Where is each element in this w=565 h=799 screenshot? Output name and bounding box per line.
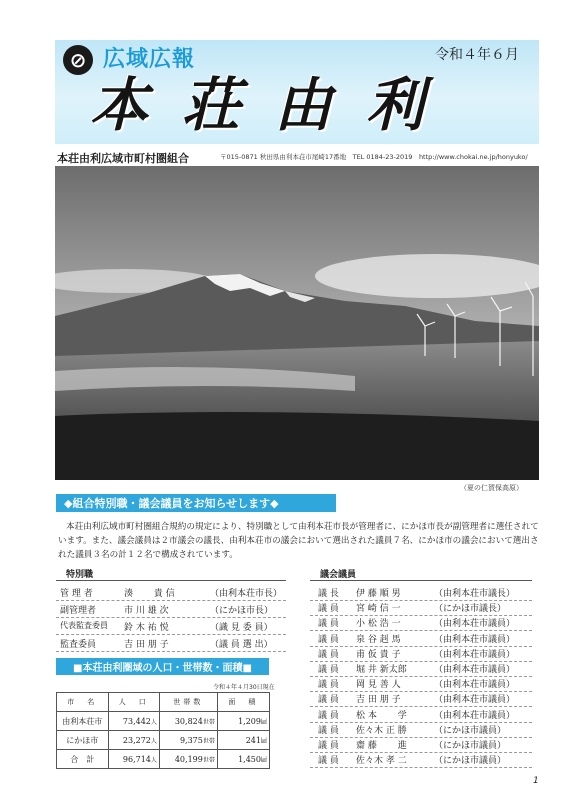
- table-row: [57, 712, 270, 731]
- official-row: [60, 620, 290, 634]
- official-note: （議 員 選 出）: [210, 640, 273, 650]
- council-note: （由利本荘市議員）: [434, 649, 516, 660]
- council-note: （由利本荘市議員）: [434, 665, 516, 675]
- notice-banner: ◆組合特別職・議会議員をお知らせします◆: [56, 494, 336, 512]
- city-cell: 合 計: [57, 750, 109, 769]
- council-role: 議 員: [318, 649, 339, 660]
- council-note: （にかほ市議員）: [434, 756, 507, 767]
- official-note: （由利本荘市長）: [210, 589, 283, 599]
- council-role: 議 員: [318, 604, 339, 615]
- official-row: [60, 603, 290, 617]
- official-name: 鈴 木 祐 悦: [124, 623, 169, 633]
- newsletter-title: 本荘由利: [90, 71, 459, 139]
- city-cell: にかほ市: [57, 731, 109, 750]
- council-role: 議 員: [318, 634, 339, 645]
- area-cell: 1,209㎢: [217, 712, 269, 731]
- row-divider: [310, 767, 532, 768]
- council-role: 議 員: [318, 710, 339, 721]
- population-cell: 73,442人: [108, 712, 159, 731]
- issue-date: 令和４年６月: [435, 47, 519, 63]
- row-divider: [56, 634, 286, 635]
- council-name: 泉 谷 赳 馬: [356, 634, 401, 645]
- council-heading: 議会議員: [320, 570, 357, 580]
- column-header: 人 口: [108, 693, 159, 712]
- row-divider: [56, 651, 286, 652]
- council-name: 岡 見 善 人: [356, 680, 401, 691]
- population-as-of: 令和４年４月30日現在: [213, 684, 275, 691]
- official-note: （識 見 委 員）: [210, 623, 273, 633]
- official-role: 代表監査委員: [60, 621, 108, 630]
- council-row: [318, 632, 540, 646]
- households-cell: 40,199世帯: [159, 750, 217, 769]
- official-name: 吉 田 朋 子: [124, 640, 169, 650]
- row-divider: [56, 617, 286, 618]
- council-row: [318, 586, 540, 600]
- council-row: [318, 662, 540, 676]
- council-name: 松 本 学: [356, 710, 407, 721]
- officials-heading: 特別職: [66, 570, 94, 580]
- council-row: [318, 738, 540, 752]
- officials-divider: [56, 580, 286, 581]
- photo-caption: （夏の仁賀保高原）: [460, 484, 523, 492]
- council-note: （由利本荘市議長）: [434, 589, 516, 599]
- council-role: 議 長: [318, 589, 339, 599]
- council-row: [318, 601, 540, 615]
- council-row: [318, 647, 540, 661]
- council-name: 齋 藤 進: [356, 741, 407, 751]
- council-note: （由利本荘市議員）: [434, 695, 516, 706]
- council-name: 堀 井 新太郎: [356, 665, 407, 675]
- council-role: 議 員: [318, 695, 339, 706]
- council-row: [318, 708, 540, 722]
- city-cell: 由利本荘市: [57, 712, 109, 731]
- households-cell: 9,375世帯: [159, 731, 217, 750]
- council-divider: [310, 580, 532, 581]
- notice-body: 本荘由利広域市町村圏組合規約の規定により、特別職として由利本荘市長が管理者に、にかほ市長が副管理者に選任されています。また、議会議員は２市議会の議長、由利本荘市の議会において選出された議員７名、にかほ市の議会において選出された議員３名の計１２名で構成されています。: [58, 522, 539, 560]
- population-cell: 96,714人: [108, 750, 159, 769]
- official-note: （にかほ市長）: [210, 606, 274, 616]
- organization-address: 〒015-0871 秋田県由利本荘市尾崎17番地 TEL 0184-23-2019 http://www.chokai.ne.jp/honyuko/: [220, 153, 528, 161]
- population-cell: 23,272人: [108, 731, 159, 750]
- area-cell: 1,450㎢: [217, 750, 269, 769]
- official-name: 市 川 雄 次: [124, 606, 169, 616]
- official-row: [60, 637, 290, 651]
- council-name: 小 松 浩 一: [356, 619, 401, 630]
- council-role: 議 員: [318, 680, 339, 691]
- council-note: （由利本荘市議員）: [434, 680, 516, 691]
- official-role: 副管理者: [60, 606, 97, 616]
- council-role: 議 員: [318, 725, 339, 736]
- council-note: （にかほ市議員）: [434, 741, 507, 751]
- page-number: 1: [533, 776, 539, 786]
- area-cell: 241㎢: [217, 731, 269, 750]
- column-header: 面 積: [217, 693, 269, 712]
- council-name: 吉 田 朋 子: [356, 695, 401, 706]
- table-header-row: [57, 693, 270, 712]
- mountain-landscape-illustration: [55, 166, 539, 480]
- column-header: 世帯数: [159, 693, 217, 712]
- council-note: （由利本荘市議員）: [434, 619, 516, 630]
- table-row: [57, 731, 270, 750]
- logo-icon: ⊘: [63, 45, 93, 75]
- landscape-photo: [55, 166, 539, 480]
- official-row: [60, 586, 290, 600]
- council-row: [318, 616, 540, 630]
- organization-name: 本荘由利広域市町村圏組合: [57, 152, 189, 165]
- population-table: [56, 692, 270, 769]
- council-row: [318, 692, 540, 706]
- council-name: 佐々木 孝 二: [356, 756, 407, 767]
- council-note: （由利本荘市議員）: [434, 710, 516, 721]
- council-role: 議 員: [318, 665, 339, 675]
- series-title: 広域広報: [103, 47, 196, 72]
- population-banner: ■本荘由利圏域の人口・世帯数・面積■: [56, 658, 269, 675]
- council-name: 佐々木 正 勝: [356, 725, 407, 736]
- council-note: （由利本荘市議員）: [434, 634, 516, 645]
- official-name: 湊 貴 信: [124, 589, 175, 599]
- official-role: 管 理 者: [60, 589, 93, 599]
- council-name: 甫 仮 貴 子: [356, 649, 401, 660]
- council-role: 議 員: [318, 619, 339, 630]
- column-header: 市 名: [57, 693, 109, 712]
- council-role: 議 員: [318, 756, 339, 767]
- households-cell: 30,824世帯: [159, 712, 217, 731]
- council-row: [318, 677, 540, 691]
- table-row: [57, 750, 270, 769]
- council-name: 宮 崎 信 一: [356, 604, 401, 615]
- council-note: （にかほ市議長）: [434, 604, 507, 615]
- council-note: （にかほ市議員）: [434, 725, 507, 736]
- official-role: 監査委員: [60, 640, 97, 650]
- council-row: [318, 753, 540, 767]
- council-role: 議 員: [318, 741, 339, 751]
- council-name: 伊 藤 順 男: [356, 589, 401, 599]
- row-divider: [56, 600, 286, 601]
- council-row: [318, 723, 540, 737]
